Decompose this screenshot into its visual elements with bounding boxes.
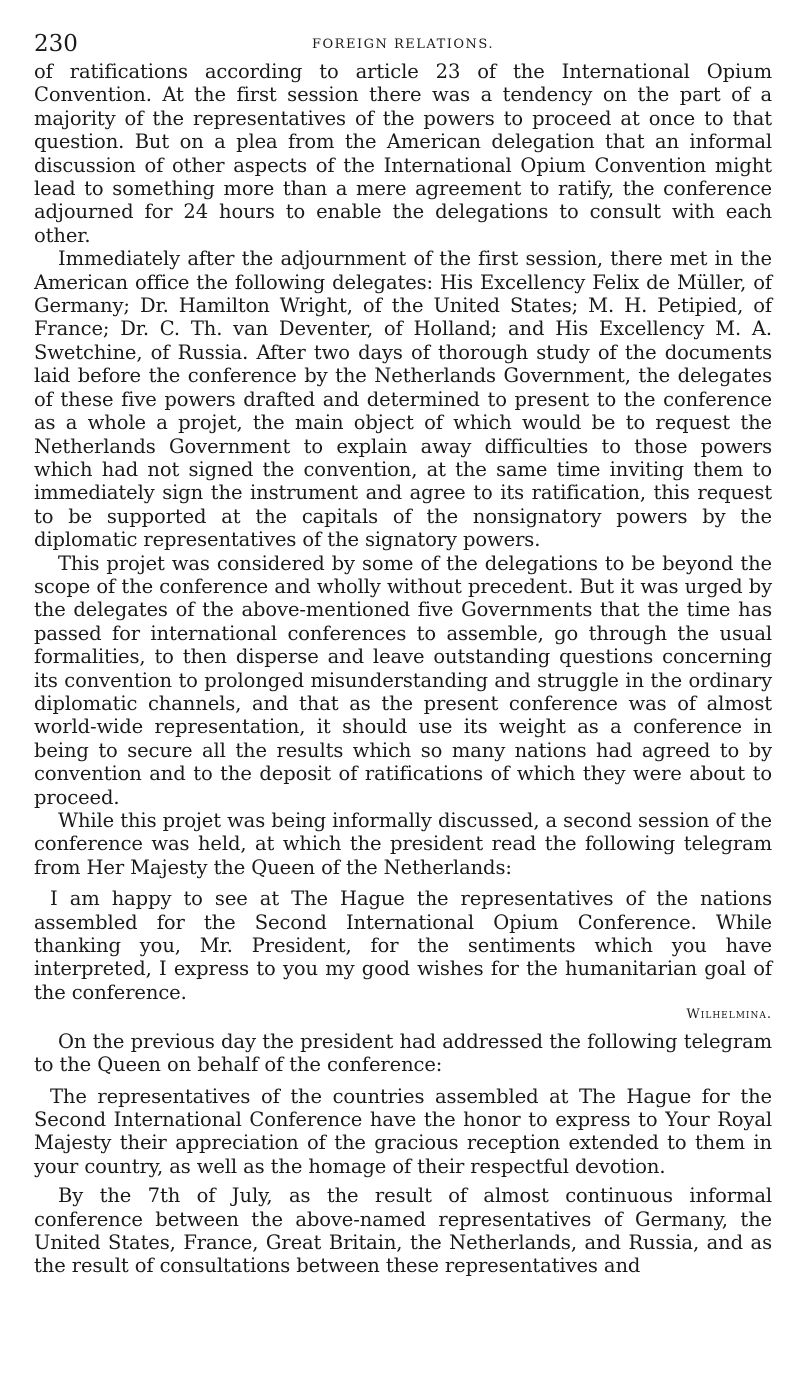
paragraph-president-telegram: On the previous day the president had addressed the following telegram to the Queen on behalf of the conference:: [34, 1029, 772, 1077]
paragraph-delegates-meeting: Immediately after the adjournment of the first session, there met in the American office the following delegates: His Excellency Felix de Müller, of Germany; Dr. Hamilton Wright, of the United States; M. H. Petipied, of France; Dr. C. Th. van Deventer, of Holland; and His Excellency M. A. Swetchine, of Russia. After two days of thorough study of the documents laid before the conference by the Netherlands Government, the delegates of these five powers drafted and determined to present to the conference as a whole a projet, the main object of which would be to request the Netherlands Government to explain away difficulties to those powers which had not signed the convention, at the same time inviting them to immediately sign the instrument and agree to its ratification, this request to be supported at the capitals of the nonsignatory powers by the diplomatic representatives of the signatory powers.: [34, 247, 772, 552]
running-head: FOREIGN RELATIONS.: [312, 37, 494, 52]
telegram-to-queen: [34, 1085, 772, 1179]
telegram-to-queen-text: The representatives of the countries assembled at The Hague for the Second International Conference have the honor to express to Your Royal Majesty their appreciation of the gracious reception extended to them in your country, as well as the homage of their respectful devotion.: [34, 1084, 772, 1178]
page-header: [34, 30, 772, 60]
page-number: 230: [34, 31, 78, 57]
telegram-signature: Wilhelmina.: [686, 1007, 772, 1023]
document-page: [34, 30, 772, 1278]
paragraph-second-session: While this projet was being informally discussed, a second session of the conference was held, at which the president read the following telegram from Her Majesty the Queen of the Netherlands:: [34, 809, 772, 879]
body-text: [34, 60, 772, 1278]
telegram-from-queen-text: I am happy to see at The Hague the representatives of the nations assembled for the Second International Opium Conference. While thanking you, Mr. President, for the sentiments which you have interpreted, I express to you my good wishes for the humanitarian goal of the conference.: [34, 887, 772, 1004]
paragraph-july-result: By the 7th of July, as the result of almost continuous informal conference between the above-named representatives of Germany, the United States, France, Great Britain, the Netherlands, and Russia, and as the result of consultations between these representatives and: [34, 1184, 772, 1278]
paragraph-projet-debate: This projet was considered by some of the delegations to be beyond the scope of the conference and wholly without precedent. But it was urged by the delegates of the above-mentioned five Governments that the time has passed for international conferences to assemble, go through the usual formalities, to then disperse and leave outstanding questions concerning its convention to prolonged misunderstanding and struggle in the ordinary diplomatic channels, and that as the present conference was of almost world-wide representation, it should use its weight as a conference in being to secure all the results which so many nations had agreed to by convention and to the deposit of ratifications of which they were about to proceed.: [34, 551, 772, 809]
telegram-from-queen: [34, 887, 772, 1024]
paragraph-continuation: of ratifications according to article 23 of the International Opium Convention. At the first session there was a tendency on the part of a majority of the representatives of the powers to proceed at once to that question. But on a plea from the American delegation that an informal discussion of other aspects of the International Opium Convention might lead to something more than a mere agreement to ratify, the conference adjourned for 24 hours to enable the delegations to consult with each other.: [34, 60, 772, 247]
